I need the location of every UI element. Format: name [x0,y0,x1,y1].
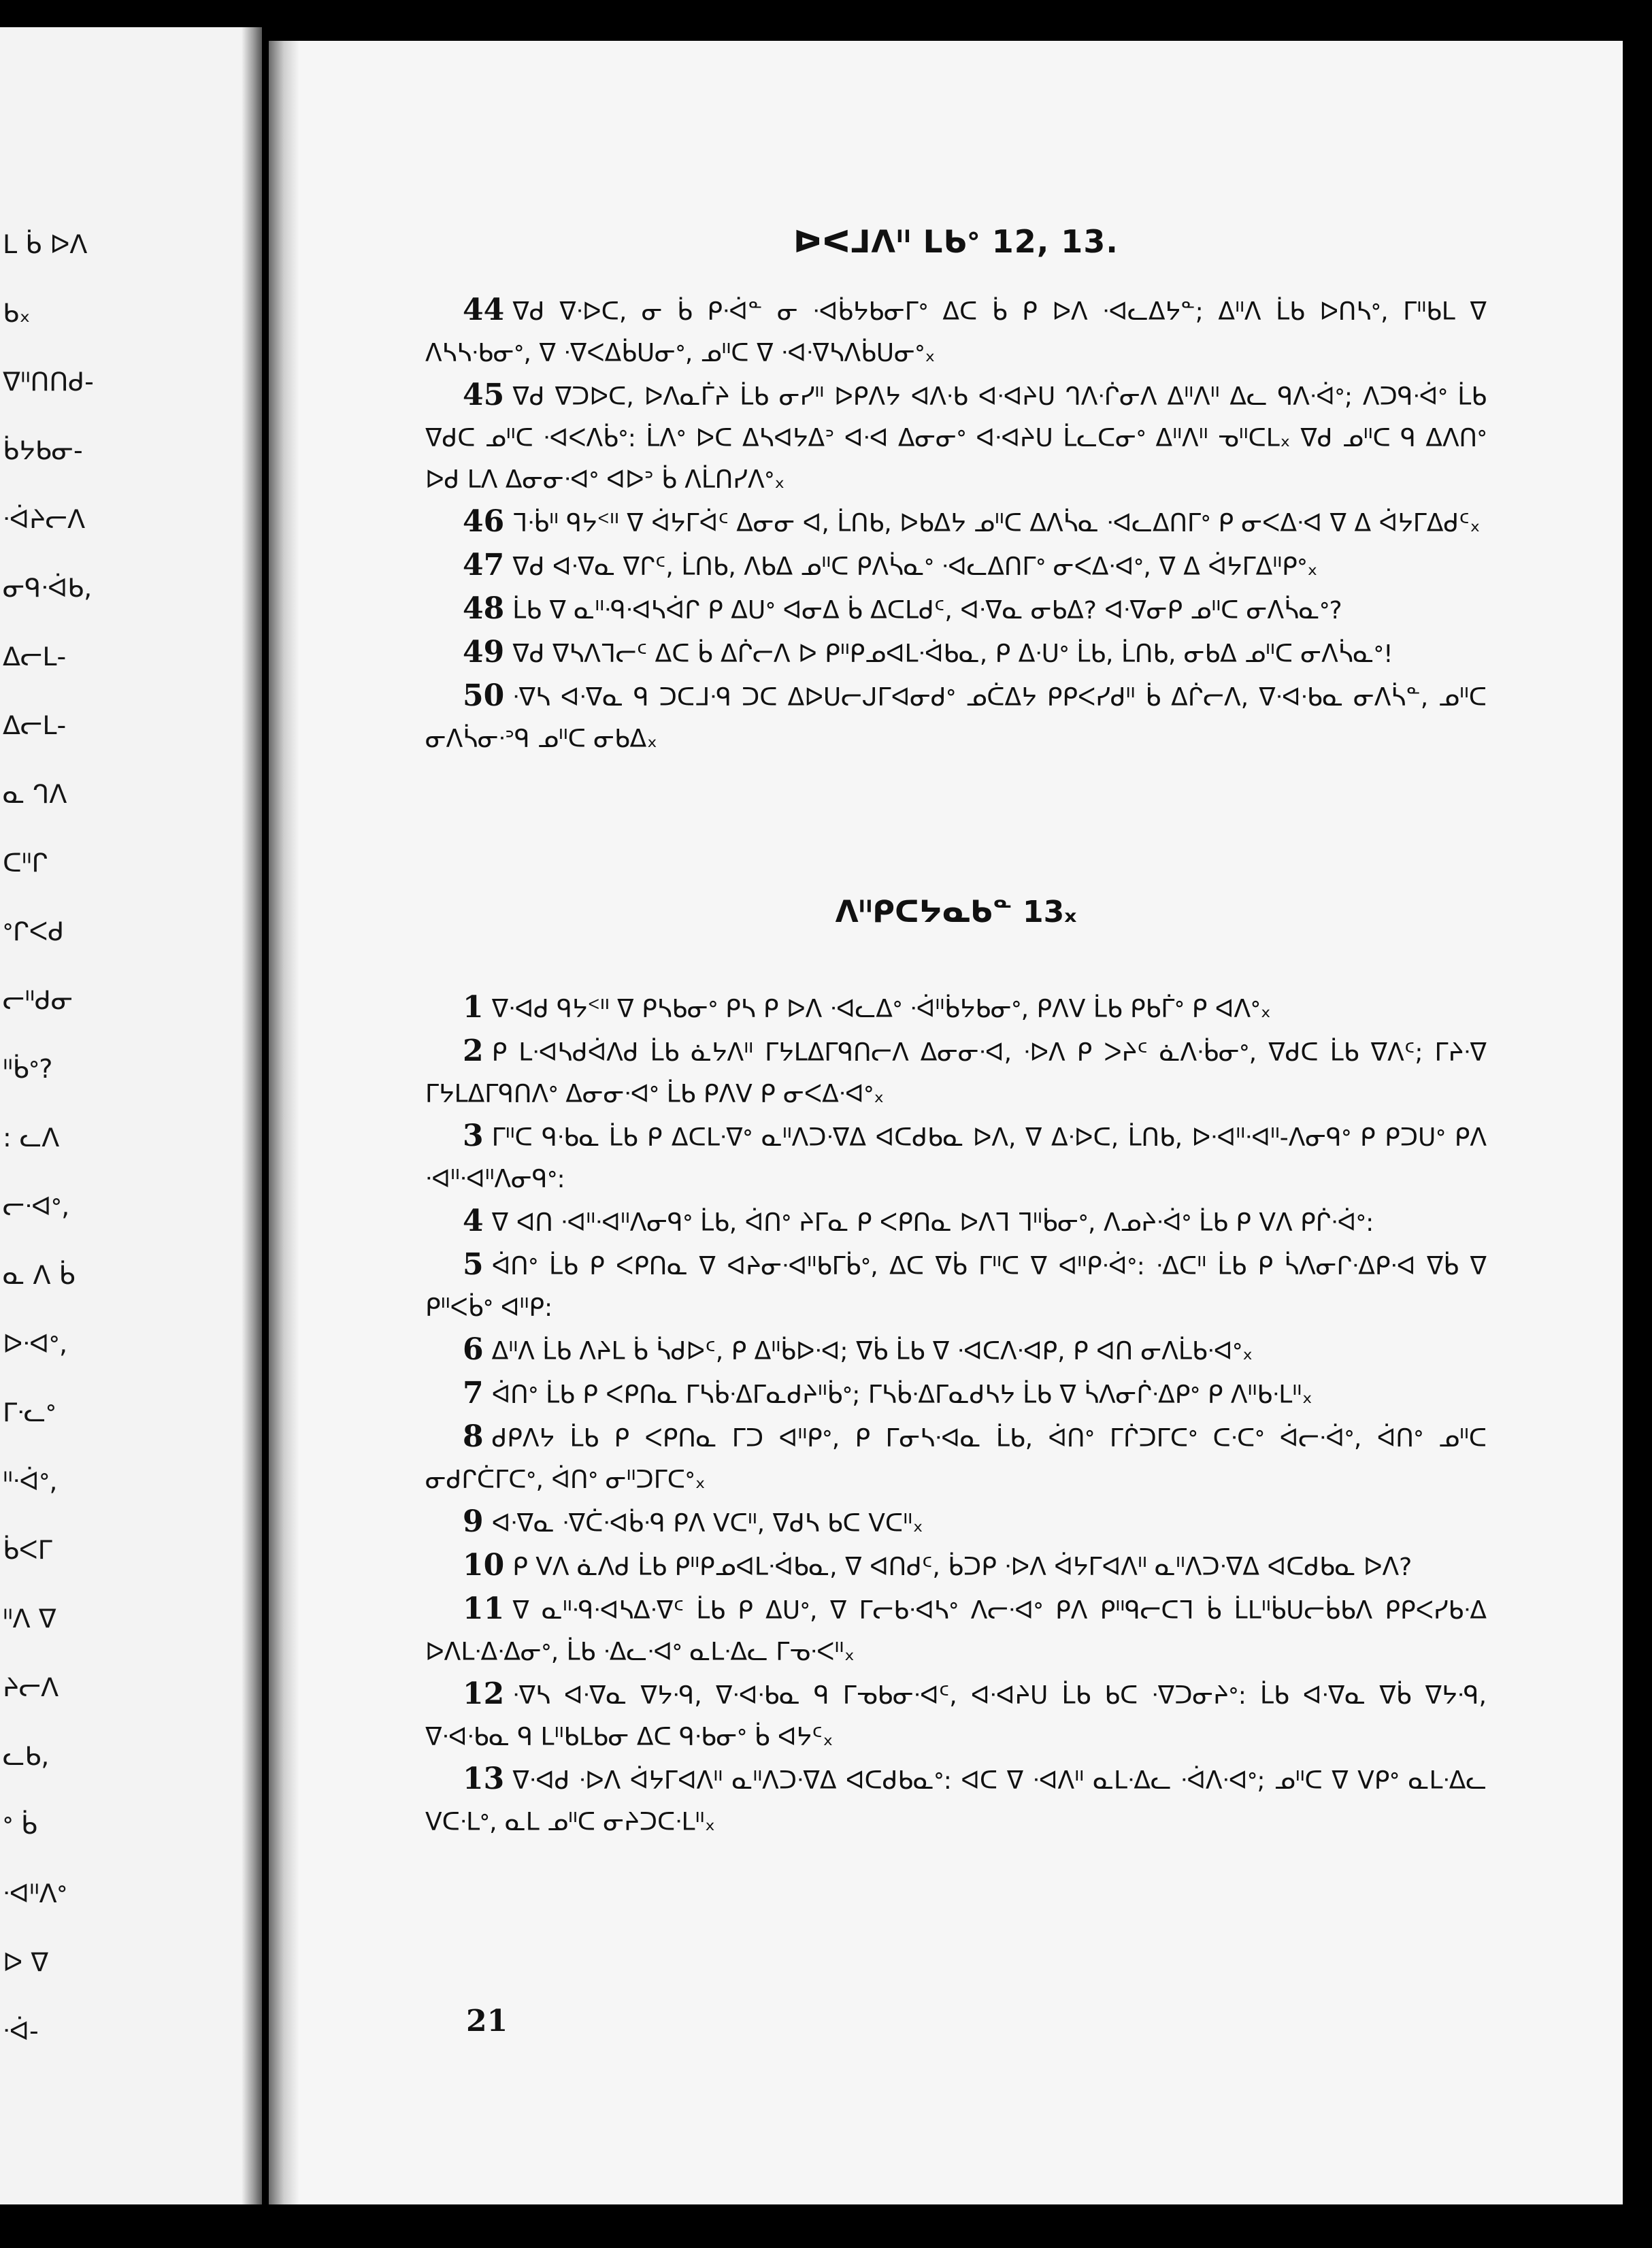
verse-number: 46 [463,504,505,539]
page-number: 21 [466,2004,508,2038]
verse-number: 1 [463,990,484,1025]
chapter-13-verses [425,987,1487,1843]
verse-text: ᒫᑲ ᐁ ᓇᐦᐧᑫᐧᐊᓴᐋᒋ ᑭ ᐃᑌᐤ ᐊᓂᐃ ᑳ ᐃᑕᒪᑯᑦ, ᐊᐧᐁᓇ ᓂᑲᐃ? ᐊᐧᐁᓂᑭ ᓄᐦᑕ ᓂᐱᓵᓇᐤ? [512,597,1342,625]
verse [425,544,1487,588]
verse-text: ᐁᑯ ᐁᓴᐱᒣᓕᑦ ᐃᑕ ᑳ ᐃᒌᓕᐱ ᐅ ᑭᐦᑭᓄᐊᒪᐧᐋᑲᓇ, ᑭ ᐃᐧᑌᐤ ᒫᑲ, ᒫᑎᑲ, ᓂᑲᐃ ᓄᐦᑕ ᓂᐱᓵᓇᐤ! [512,640,1393,668]
verse [425,289,1487,374]
verse [425,1544,1487,1588]
verse-number: 8 [463,1419,484,1454]
verse-text: ᐁᑯ ᐁᑐᐅᑕ, ᐅᐱᓇᒦᔨ ᒫᑲ ᓂᓯᐦ ᐅᑭᐱᔭ ᐊᐱᐧᑲ ᐊᐧᐊᔨᑌ ᒉᐱᐧᒌᓂᐱ ᐃᐦᐱᐦ ᐃᓚ ᑫᐱᐧᐋᐤ; ᐱᑐᑫᐧᐋᐤ ᒫᑲ ᐁᑯᑕ ᓄᐦᑕ ᐧᐊᐸᐱᑳᐤ: ᒫᐱᐤ ᐅᑕ ᐃᓴᐊᔭᐃᐣ ᐊᐧᐊ ᐃᓂᓂᐤ ᐊᐧᐊᔨᑌ ᒫᓚᑕᓂᐤ ᐃᐦᐱᐦ ᓀᐦᑕᒪ᙮ ᐁᑯ ᓄᐦᑕ ᑫ ᐃᐱᑎᐤ ᐅᑯ ᒪᐱ ᐃᓂᓂᐧᐊᐤ ᐊᐅᐣ ᑳ ᐱᒫᑎᓯᐱᐤ᙮ [425,383,1487,494]
margin-fragment: ᔨᓕᐱ [3,1672,59,1702]
margin-fragment: ᐦᐱ ᐁ [3,1604,56,1634]
verse [425,1115,1487,1200]
verse [425,1200,1487,1244]
margin-fragment: ᐦᐧᐋᐤ, [3,1466,58,1496]
verse [425,1673,1487,1758]
verse [425,631,1487,675]
margin-fragment: ᓇ ᒉᐱ [3,779,67,809]
left-page-edge [0,27,262,2204]
margin-fragment: ᐧᐋ- [3,2016,39,2046]
verse [425,675,1487,760]
verse-text: ᒣᐧᑳᐦ ᑫᔭᑉᐦ ᐁ ᐋᔭᒥᐋᑦ ᐃᓂᓂ ᐊ, ᒫᑎᑲ, ᐅᑲᐃᔭ ᓄᐦᑕ ᐃᐱᓵᓇ ᐧᐊᓚᐃᑎᒥᐤ ᑭ ᓂᐸᐃᐧᐊ ᐁ ᐃ ᐋᔭᒥᐃᑯᑦ᙮ [512,510,1481,538]
verse-text: ᐁᑯ ᐊᐧᐁᓇ ᐁᒋᑦ, ᒫᑎᑲ, ᐱᑲᐃ ᓄᐦᑕ ᑭᐱᓵᓇᐤ ᐧᐊᓚᐃᑎᒥᐤ ᓂᐸᐃᐧᐊᐤ, ᐁ ᐃ ᐋᔭᒥᐃᐦᑭᐤ᙮ [512,553,1318,581]
verse-text: ᐋᑎᐤ ᒫᑲ ᑭ ᐸᑭᑎᓇ ᐁ ᐊᔨᓂᐧᐊᐦᑲᒥᑳᐤ, ᐃᑕ ᐁᑳ ᒥᐦᑕ ᐁ ᐊᐦᑭᐧᐋᐤ: ᐧᐃᑕᐦ ᒫᑲ ᑭ ᓵᐱᓂᒋᐧᐃᑭᐧᐊ ᐁᑳ ᐁ ᑭᐦᐸᑳᐤ ᐊᐦᑭ: [425,1253,1487,1322]
running-head: ᐅᐸᒧᐱᐦ ᒪᑲᐤ 12, 13. [793,223,1119,260]
margin-fragment: ᐃᓕᒪ- [3,642,67,672]
margin-fragment: ᑳᔭᑲᓂ- [3,435,83,465]
verse-text: ᐁᐧᐊᑯ ᑫᔭᑉᐦ ᐁ ᑭᓴᑲᓂᐤ ᑭᓴ ᑭ ᐅᐱ ᐧᐊᓚᐃᐤ ᐧᐋᐦᑳᔭᑲᓂᐤ, ᑭᐱᐯ ᒫᑲ ᑭᑲᒦᐤ ᑭ ᐊᐱᐤ᙮ [491,995,1272,1023]
verse [425,1030,1487,1115]
verse-number: 3 [463,1119,484,1153]
verse-number: 11 [463,1591,505,1626]
margin-fragment: ᑲ᙮ [3,298,31,328]
margin-fragment: ᓕᐦᑯᓂ [3,985,73,1015]
margin-fragment: ᑕᐦᒋ [3,848,48,878]
verse-text: ᑭ ᐯᐱ ᓈᐱᑯ ᒫᑲ ᑭᐦᑭᓄᐊᒪᐧᐋᑲᓇ, ᐁ ᐊᑎᑯᑦ, ᑳᑐᑭ ᐧᐅᐱ ᐋᔭᒥᐊᐱᐦ ᓇᐦᐱᑐᐧᐁᐃ ᐊᑕᑯᑲᓇ ᐅᐱ? [512,1553,1413,1581]
margin-fragment: ᓂᑫᐧᐋᑲ, [3,573,93,603]
verse-number: 48 [463,591,505,626]
page-edge-shadow [269,41,299,2204]
verse-text: ᐁᑯ ᐁᐧᐅᑕ, ᓂ ᑳ ᑭᐧᐋᓐ ᓂ ᐧᐊᑳᔭᑲᓂᒥᐤ ᐃᑕ ᑳ ᑭ ᐅᐱ ᐧᐊᓚᐃᔭᓐ; ᐃᐦᐱ ᒫᑲ ᐅᑎᓴᐤ, ᒥᐦᑲᒪ ᐁ ᐱᓴᓴᐧᑲᓂᐤ, ᐁ ᐧᐁᐸᐃᑳᑌᓂᐤ, ᓄᐦᑕ ᐁ ᐧᐊᐧᐁᓴᐱᑳᑌᓂᐤ᙮ [425,298,1487,367]
right-page [269,41,1623,2204]
margin-fragment: ᒪ ᑳ ᐅᐱ [3,229,88,259]
verse-number: 50 [463,678,505,713]
margin-fragment: : ᓚᐱ [3,1123,60,1153]
chapter-title: ᐱᐦᑭᑕᔭᓇᑲᓐ 13᙮ [835,895,1077,929]
verse-text: ᐃᐦᐱ ᒫᑲ ᐱᔨᒪ ᑳ ᓵᑯᐅᑦ, ᑭ ᐃᐦᑳᐅᐧᐊ; ᐁᑳ ᒫᑲ ᐁ ᐧᐊᑕᐱᐧᐊᑭ, ᑭ ᐊᑎ ᓂᐱᒫᑲᐧᐊᐤ᙮ [491,1338,1253,1366]
verse-text: ᐋᑎᐤ ᒫᑲ ᑭ ᐸᑭᑎᓇ ᒥᓴᑳᐧᐃᒥᓇᑯᔨᐦᑳᐤ; ᒥᓴᑳᐧᐃᒥᓇᑯᓴᔭ ᒫᑲ ᐁ ᓵᐱᓂᒌᐧᐃᑭᐤ ᑭ ᐱᐦᑲᐧᒪᐦ᙮ [491,1381,1313,1409]
verse-text: ᐁ ᓇᐦᐧᑫᐧᐊᓴᐃᐧᐁᑦ ᒫᑲ ᑭ ᐃᑌᐤ, ᐁ ᒥᓕᑲᐧᐊᓴᐤ ᐱᓕᐧᐊᐤ ᑭᐱ ᑭᐦᑫᓕᑕᒣ ᑳ ᒫᒪᐦᑳᑌᓕᑳᑲᐱ ᑭᑭᐸᓯᑲᐧᐃ ᐅᐱᒪᐧᐃᐧᐃᓂᐤ, ᒫᑲ ᐧᐃᓚᐧᐊᐤ ᓇᒪᐧᐃᓚ ᒥᓀᐧᐸᐦ᙮ [425,1597,1487,1666]
verse-number: 4 [463,1204,484,1238]
verse-text: ᐊᐧᐁᓇ ᐧᐁᑖᐧᐊᑳᐧᑫ ᑭᐱ ᐯᑕᐦ, ᐁᑯᓴ ᑲᑕ ᐯᑕᐦ᙮ [491,1510,924,1538]
verse-text: ᐧᐁᓴ ᐊᐧᐁᓇ ᐁᔭᐧᑫ, ᐁᐧᐊᐧᑲᓇ ᑫ ᒥᓀᑲᓂᐧᐊᑦ, ᐊᐧᐊᔨᑌ ᒫᑲ ᑲᑕ ᐧᐁᑐᓂᔨᐤ: ᒫᑲ ᐊᐧᐁᓇ ᐁᑳ ᐁᔭᐧᑫ, ᐁᐧᐊᐧᑲᓇ ᑫ ᒪᐦᑲᒪᑲᓂ ᐃᑕ ᑫᐧᑲᓂᐤ ᑳ ᐊᔭᑦ᙮ [425,1682,1487,1751]
verse-number: 9 [463,1504,484,1539]
verse-number: 47 [463,548,505,582]
verse [425,1416,1487,1501]
verse-text: ᐧᐁᓴ ᐊᐧᐁᓇ ᑫ ᑐᑕᒧᐧᑫ ᑐᑕ ᐃᐅᑌᓕᒍᒥᐊᓂᑯᐤ ᓄᑖᐃᔭ ᑭᑭᐸᓯᑯᐦ ᑳ ᐃᒌᓕᐱ, ᐁᐧᐊᐧᑲᓇ ᓂᐱᓵᓐ, ᓄᐦᑕ ᓂᐱᓵᓂᐧᐣᑫ ᓄᐦᑕ ᓂᑲᐃ᙮ [425,684,1487,753]
margin-fragment: ᑳᐸᒥ [3,1535,52,1565]
verse [425,1244,1487,1329]
margin-fragment: ᐧᐊᐦᐱᐤ [3,1879,67,1908]
chapter-12-verses [425,289,1487,760]
margin-fragment: ᓇ ᐱ ᑳ [3,1260,76,1290]
margin-fragment: ᓚᑲ, [3,1741,50,1771]
margin-fragment: ᐧᐋᔨᓕᐱ [3,504,86,534]
margin-fragment: ᐤ ᑳ [3,1810,37,1840]
verse [425,987,1487,1030]
verse [425,588,1487,631]
verse-number: 7 [463,1376,484,1410]
verse [425,374,1487,501]
verse-number: 45 [463,378,505,412]
margin-fragment: ᐅ ᐁ [3,1947,49,1977]
margin-fragment: ᐦᑳᐤ? [3,1054,53,1084]
verse-number: 5 [463,1247,484,1282]
margin-fragment: ᐤᒋᐸᑯ [3,916,65,946]
margin-fragment: ᐁᐦᑎᑎᑯ- [3,367,94,397]
verse [425,1329,1487,1372]
margin-fragment: ᐃᓕᒪ- [3,710,67,740]
verse-text: ᑯᑭᐱᔭ ᒫᑲ ᑭ ᐸᑭᑎᓇ ᒥᑐ ᐊᐦᑭᐤ, ᑭ ᒥᓂᓴᐧᐊᓇ ᒫᑲ, ᐋᑎᐤ ᒥᒌᑐᒥᑕᐤ ᑕᐧᑕᐤ ᐋᓕᐧᐋᐤ, ᐋᑎᐤ ᓄᐦᑕ ᓂᑯᒋᑖᒥᑕᐤ, ᐋᑎᐤ ᓂᐦᑐᒥᑕᐤ᙮ [425,1425,1487,1494]
gutter-shadow [242,27,262,2204]
verse-text: ᑭ ᒪᐧᐊᓴᑯᐋᐱᑯ ᒫᑲ ᓈᔭᐱᐦ ᒥᔭᒪᐃᒥᑫᑎᓕᐱ ᐃᓂᓂᐧᐊ, ᐧᐅᐱ ᑭ ᐳᔨᑦ ᓈᐱᐧᑳᓂᐤ, ᐁᑯᑕ ᒫᑲ ᐁᐱᑦ; ᒥᔨᐧᐁ ᒥᔭᒪᐃᒥᑫᑎᐱᐤ ᐃᓂᓂᐧᐊᐤ ᒫᑲ ᑭᐱᐯ ᑭ ᓂᐸᐃᐧᐊᐤ᙮ [425,1039,1487,1108]
margin-fragment: ᓕᐧᐊᐤ, [3,1191,70,1221]
verse [425,501,1487,544]
verse [425,1372,1487,1416]
verse-number: 13 [463,1762,505,1796]
margin-fragment: ᒥᐧᓚᐤ [3,1398,56,1427]
verse-text: ᐁ ᐊᑎ ᐧᐊᐦᐧᐊᐦᐱᓂᑫᐤ ᒫᑲ, ᐋᑎᐤ ᔨᒥᓇ ᑭ ᐸᑭᑎᓇ ᐅᐱᒣ ᒣᐦᑳᓂᐤ, ᐱᓄᔨᐧᐋᐤ ᒫᑲ ᑭ ᐯᐱ ᑭᒌᐧᐋᐤ: [491,1209,1374,1237]
verse [425,1501,1487,1544]
verse-number: 6 [463,1332,484,1367]
verse-text: ᐁᐧᐊᑯ ᐧᐅᐱ ᐋᔭᒥᐊᐱᐦ ᓇᐦᐱᑐᐧᐁᐃ ᐊᑕᑯᑲᓇᐤ: ᐊᑕ ᐁ ᐧᐊᐱᐦ ᓇᒪᐧᐃᓚ ᐧᐋᐱᐧᐊᐤ; ᓄᐦᑕ ᐁ ᐯᑭᐤ ᓇᒪᐧᐃᓚ ᐯᑕᐧᒪᐤ, ᓇᒪ ᓄᐦᑕ ᓂᔨᑐᑕᐧᒪᐦ᙮ [425,1767,1487,1836]
verse-number: 10 [463,1548,505,1583]
verse-number: 12 [463,1676,505,1711]
verse-number: 44 [463,293,505,327]
verse-text: ᒥᐦᑕ ᑫᐧᑲᓇ ᒫᑲ ᑭ ᐃᑕᒪᐧᐁᐤ ᓇᐦᐱᑐᐧᐁᐃ ᐊᑕᑯᑲᓇ ᐅᐱ, ᐁ ᐃᐧᐅᑕ, ᒫᑎᑲ, ᐅᐧᐊᐦᐧᐊᐦ-ᐱᓂᑫᐤ ᑭ ᑭᑐᑌᐤ ᑭᐱ ᐧᐊᐦᐧᐊᐦᐱᓂᑫᐤ: [425,1124,1487,1193]
verse-number: 2 [463,1034,484,1068]
verse [425,1758,1487,1843]
verse [425,1588,1487,1673]
margin-fragment: ᐅᐧᐊᐤ, [3,1329,68,1359]
verse-number: 49 [463,635,505,670]
